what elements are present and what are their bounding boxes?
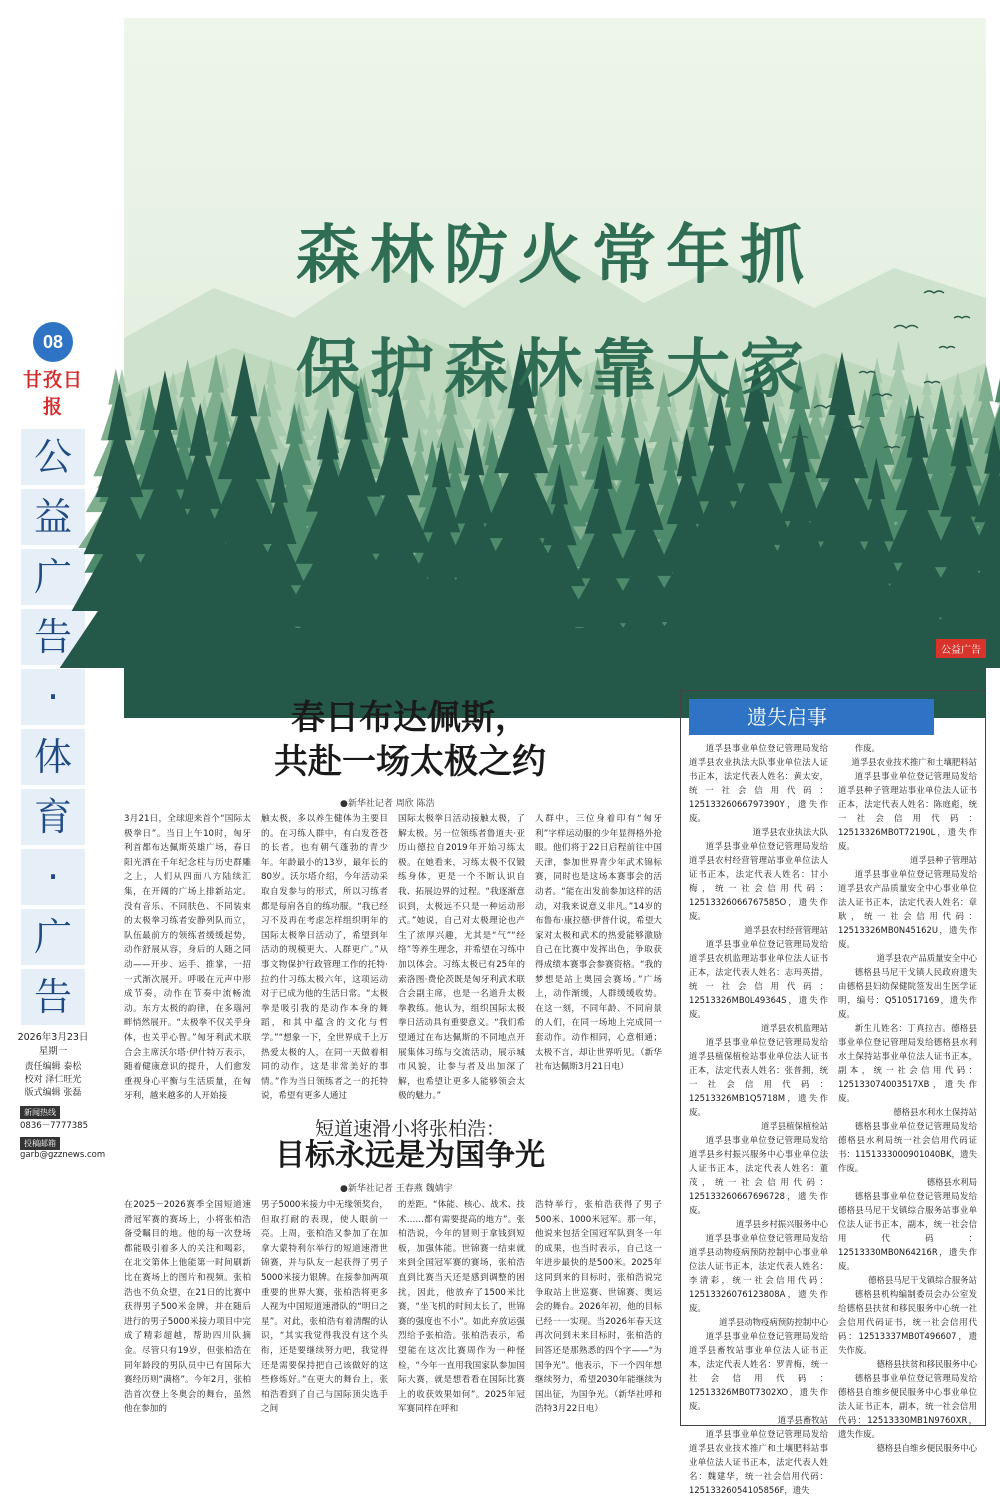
article2-column: 在2025－2026赛季全国短道速滑冠军赛的赛场上，小将张柏浩备受瞩目的地。他的每一次登场都能吸引着多人的关注和喝彩，在北交第体上他能第一时间刷新比在赛场上的图片和视频。张柏浩也不负众望，在21日的比赛中获得男子500米金牌，并在随后进行的男子5000米接力项目中完成了精彩超越，帮助四川队摘金。尽管只有19岁，但张柏浩在同年龄段的男队员中已有国际大赛经历则“满格”。今年2月，张柏浩首次登上冬奥会的舞台，虽然他在参加的 [124, 1200, 251, 1415]
editors-list [14, 1061, 92, 1100]
hotline-number: 0836－7777385 [20, 1121, 88, 1131]
article1-column: 国际太极拳日活动接触太极，了解太极。另一位领练者鲁道夫·亚历山德拉自2019年开始习练太极。在她看来，习练太极不仅锻练身体，更是一个不断认识自我、拓展边界的过程。“我逐渐意识到，太极远不只是一种运动形式。”她说，自己对太极理论也产生了浓厚兴趣，尤其是“气”“经络”等养生理念，并希望在习练中加以体会。习练太极已有25年的索洛图·费伦茨既是匈牙利武术联合会副主席，也是一名道升太极拳教练。他认为，组织国际太极拳日活动具有重要意义。“我们希望通过在布达佩斯的不同地点开展集体习练与交流活动，展示城市风貌，让参与者及出加深了解，也希望让更多人能够领会太极的魅力。” [398, 814, 525, 1102]
lost-notice-organization: 德格县马尼干戈镇综合服务站 [868, 1275, 977, 1285]
lost-notice-organization: 道孚县农村经营管理站 [744, 925, 828, 935]
lost-notice-text: 德格县事业单位登记管理局发给德格县自维乡便民服务中心事业单位法人证书正本，副本，统一社会信用代码：12513330MB1N9760XR，遗失作废。 [838, 1373, 977, 1439]
lost-notice-title: 遗失启事 [689, 699, 934, 735]
section-title-char: 益 [21, 489, 85, 545]
section-title-char: 育 [21, 789, 85, 845]
lost-notice-text: 德格县事业单位登记管理局发给德格县水利局统一社会信用代码证书：1151333000901040BK，遗失作废。 [838, 1121, 977, 1173]
lost-notice-text: 新生儿姓名：丁真拉吉。德格县事业单位登记管理局发给德格县水利水土保持站事业单位法人证书正本，副本，统一社会信用代码：125133074003517XB，遗失作废。 [838, 1023, 977, 1103]
section-title-char: 告 [21, 609, 85, 665]
section-title [14, 429, 92, 1025]
article2-title: 目标永远是为国争光 [275, 1138, 545, 1173]
lost-notice-text: 德格县事业单位登记管理局发给德格县马尼干戈镇综合服务站事业单位法人证书正本，副本，统一社会信用代码：12513330MB0N64216R，遗失作废。 [838, 1191, 977, 1271]
lost-notice-text: 道孚县事业单位登记管理局发给道孚县农业执法大队事业单位法人证书正本，法定代表人姓名：黄太安，统一社会信用代码：12513326066797390Y，遗失作废。 [689, 743, 828, 823]
lost-notice-text: 道孚县事业单位登记管理局发给道孚县农业技术推广和土壤肥料站事业单位法人证书正本，法定代表人姓名：魏建华，统一社会信用代码：12513326054105856F，遗失 [689, 1429, 828, 1495]
lost-notice-organization: 德格县水利水土保持站 [893, 1107, 977, 1117]
lost-notice-text: 德格县马尼干戈镇人民政府遗失由德格县妇幼保健院签发出生医学证明，编号：Q510517169，遗失作废。 [838, 967, 977, 1019]
article1-title [160, 696, 660, 784]
article1-title-line2: 共赴一场太极之约 [274, 742, 546, 782]
section-title-char: · [21, 849, 85, 905]
lost-notice-organization: 道孚县农业技术推广和土壤肥料站 [851, 757, 977, 767]
lost-notice-text: 道孚县事业单位登记管理局发给道孚县动物疫病预防控制中心事业单位法人证书正本，法定代表人姓名：李清彩，统一社会信用代码：12513326076123808A，遗失作废。 [689, 1233, 828, 1313]
lost-notice-text: 道孚县事业单位登记管理局发给道孚县畜牧站事业单位法人证书正本，法定代表人姓名：罗青梅，统一社会信用代码：12513326MB0T7302XO，遗失作废。 [689, 1331, 828, 1411]
lost-notice-organization: 道孚县畜牧站 [777, 1415, 828, 1425]
issue-weekday: 星期一 [38, 1046, 68, 1057]
lost-notice-organization: 道孚县农机监理站 [761, 1023, 828, 1033]
issue-date: 2026年3月23日 [17, 1032, 89, 1043]
newspaper-logo: 甘孜日报 [22, 369, 83, 418]
lost-notice-organization: 德格县自维乡便民服务中心 [876, 1443, 977, 1453]
lost-notice-organization: 德格县水利局 [926, 1177, 977, 1187]
lost-notice-box [680, 690, 986, 1495]
article1-title-line1: 春日布达佩斯， [291, 698, 529, 738]
article2-subtitle: 短道速滑小将张柏浩： [314, 1118, 505, 1140]
lost-notice-text: 道孚县事业单位登记管理局发给道孚县农产品质量安全中心事业单位法人证书正本，法定代表人姓名：章耿，统一社会信用代码：12513326MB0N45162U，遗失作废。 [838, 869, 977, 949]
section-title-char: 广 [21, 909, 85, 965]
section-title-char: 广 [21, 549, 85, 605]
lost-notice-organization: 道孚县乡村振兴服务中心 [735, 1219, 828, 1229]
masthead [14, 322, 106, 1160]
article1-body [124, 812, 662, 1104]
editor-line: 校对 泽仁旺光 [24, 1075, 82, 1085]
editor-line: 版式编辑 张磊 [24, 1088, 82, 1098]
article1-column: 触太极，多以养生健体为主要目的。在习练人群中，有白发苍苍的长者，也有朝气蓬勃的青少年。年龄最小的13岁，最年长的80岁。沃尔塔介绍，今年活动采取自发参与的形式，所以习练者都是每肩各自的练功服。“我已经习不及再在考虑怎样组织明年的国际太极拳日活动了，希望到年活动的规模更大、人群更广。”从事文物保护行政管理工作的托特·拉约什习练太极六年，这项运动对于已成为他的生活日常。“太极拳是吸引我的是动作本身的舞蹈，和其中蕴含的文化与哲学。”“想象一下，全世界成千上万热爱太极的人，在同一天做着相同的动作，这是非常美好的事情。”作为当日领练者之一的托特说，希望有更多人通过 [261, 814, 388, 1102]
article1-byline: ●新华社记者 周欣 陈浩 [340, 799, 435, 809]
public-ad-badge: 公益广告 [936, 639, 986, 658]
hotline-tag: 新闻热线 [20, 1106, 60, 1119]
article2-column: 的差距。“体能、核心、战术、技术……都有需要提高的地方”。张柏浩说，今年的冒则于拿钱到短板，加强体能。世锦赛一结束就来到全国冠军赛的赛场，张柏浩直到比赛当天还是感到调整的困扰，因此，他放弃了1500米比赛，“坐飞机的时间太长了，世锦赛的强度也不小”。如此弃放运强烈给予张柏浩。张柏浩表示，希望能在这次比赛周作为一种怪检，“今年一直用我国家队参加国际大赛，就是想看看在国际比赛上的收获效果如何”。2025年冠军赛同样在呼和 [398, 1200, 525, 1415]
lost-notice-organization: 德格县扶贫和移民服务中心 [876, 1359, 977, 1369]
lost-notice-column-right [838, 741, 977, 1453]
email-tag: 投稿邮箱 [20, 1137, 60, 1150]
lost-notice-organization: 道孚县植保植检站 [761, 1121, 828, 1131]
article1-column: 3月21日，全球迎来首个“国际太极拳日”。当日上午10时，匈牙利首都布达佩斯英雄广场，春日阳光洒在千年纪念柱与历史群雕之上，人们从四面八方陆续汇集，在开阔的广场上排新站定。没有音乐、不同肤色、不同装束的太极拳习练者安静列队而立，队伍最前方的领练者缓缓起势，动作舒展从容，身后的人随之同动——开步、运手、推掌，一招一式渐次展开。呼吸在元声中形成节奏，动作在节奏中流畅流动。东方太极的韵律，在多瑙河畔悄然展开。“太极拳不仅关乎身体，也关乎心智。”匈牙利武术联合会主席沃尔塔·伊什特万表示，随着健康意识的提升，人们愈发重视身心平衡与生活质量，在匈牙利，越来越多的人开始接 [124, 814, 251, 1102]
lost-notice-text: 道孚县事业单位登记管理局发给道孚县农村经营管理站事业单位法人证书正本，法定代表人姓名：甘小梅，统一社会信用代码：12513326066767585O，遗失作废。 [689, 841, 828, 921]
lost-notice-organization: 道孚县种子管理站 [910, 855, 977, 865]
lost-notice-text: 德格县机构编制委员会办公室发给德格县扶贫和移民服务中心统一社会信用代码证书，统一社会信用代码：12513337MB0T496607，遗失作废。 [838, 1289, 977, 1355]
forest-fire-banner [124, 18, 986, 658]
lost-notice-text: 道孚县事业单位登记管理局发给道孚县植保植检站事业单位法人证书正本，法定代表人姓名：张普拥，统一社会信用代码：12513326MB1Q5718M，遗失作废。 [689, 1037, 828, 1117]
lost-notice-text: 作废。 [854, 743, 880, 753]
lost-notice-text: 道孚县事业单位登记管理局发给道孚县乡村振兴服务中心事业单位法人证书正本，法定代表人姓名：董茂，统一社会信用代码：125133260667696728，遗失作废。 [689, 1135, 828, 1215]
lost-notice-column-left [689, 741, 828, 1495]
section-title-char: 体 [21, 729, 85, 785]
article2-column: 男子5000米接力中无缘领奖台，但取打耐的表现，使人眼前一亮。上周，张柏浩又参加了在加拿大蒙特利尔举行的短道速滑世锦赛，并与队友一起获得了男子5000米接力银牌。在接参加两项重要的世界大赛，张柏浩将更多人视为中国短道速滑队的“明日之星”。对此，张柏浩有着清醒的认识，“其实我觉得我没有这个头衔，还是要继续努力吧，我觉得还是需要保持把自己该做好的这些修炼好。”在更大的舞台上，张柏浩看到了自己与国际顶尖选手之间 [261, 1200, 388, 1415]
article1-column: 人群中，三位身着印有“匈牙利”字样运动服的少年显得格外抢眼。他们将于22日启程前往中国天津，参加世界青少年武术锦标赛，同时也是这场本赛事会的活动者。“能在出发前参加这样的活动，对我来说意义非凡。”14岁的布鲁布·康拉德·伊普什说，希望大家对太极和武术的热爱能够激励自己在比赛中发挥出色，争取获得成绩本赛事会参赛资格。“我的梦想是站上奥园会赛场。”广场上，动作渐缓，人群缓缓收势。在这一刻，不同年龄、不同肩景的人们，在同一场地上完成同一套动作。动作相同，心意相通；太极不言，却让世界听见。（新华社布达佩斯3月21日电） [535, 814, 662, 1073]
page-number: 08 [33, 322, 73, 362]
submission-email[interactable]: garb@gzznews.com [20, 1150, 106, 1160]
editor-line: 责任编辑 泰松 [24, 1062, 82, 1072]
article2-column: 浩特举行，张柏浩获得了男子500米、1000米冠军。那一年，他说来包括全国冠军队到冬一年的成果，也当时表示，自己这一年进步最快的是500米。2025年这同到来的目标时，张柏浩说完争取站上世巡赛、世锦赛、奥运会的舞台。2026年初，他的目标已经一一实现。当2026年春天这再次问到未来目标时，张柏浩的回答还是那熟悉的四个字——“为国争光”。他表示，下一个四年想继续努力，希望2030年能继续为国出征，为国争光。（新华社呼和浩特3月22日电） [535, 1200, 662, 1415]
article2-byline: ●新华社记者 王春燕 魏婧宇 [340, 1184, 453, 1194]
lost-notice-organization: 道孚县动物疫病预防控制中心 [719, 1317, 828, 1327]
lost-notice-organization: 道孚县农业执法大队 [752, 827, 828, 837]
lost-notice-organization: 道孚县农产品质量安全中心 [876, 953, 977, 963]
slogan-line-2: 保护森林靠大家 [296, 332, 814, 407]
lost-notice-text: 道孚县事业单位登记管理局发给道孚县农机监理站事业单位法人证书正本，法定代表人姓名：志玛英措，统一社会信用代码：12513326MB0L49364S，遗失作废。 [689, 939, 828, 1019]
section-title-char: 公 [21, 429, 85, 485]
lost-notice-text: 道孚县事业单位登记管理局发给道孚县种子管理站事业单位法人证书正本，法定代表人姓名：陈庭彪，统一社会信用代码：12513326MB0T72190L，遗失作废。 [838, 771, 977, 851]
article2-body [124, 1198, 662, 1426]
section-title-char: · [21, 669, 85, 725]
slogan-line-1: 森林防火常年抓 [296, 218, 814, 293]
section-title-char: 告 [21, 969, 85, 1025]
